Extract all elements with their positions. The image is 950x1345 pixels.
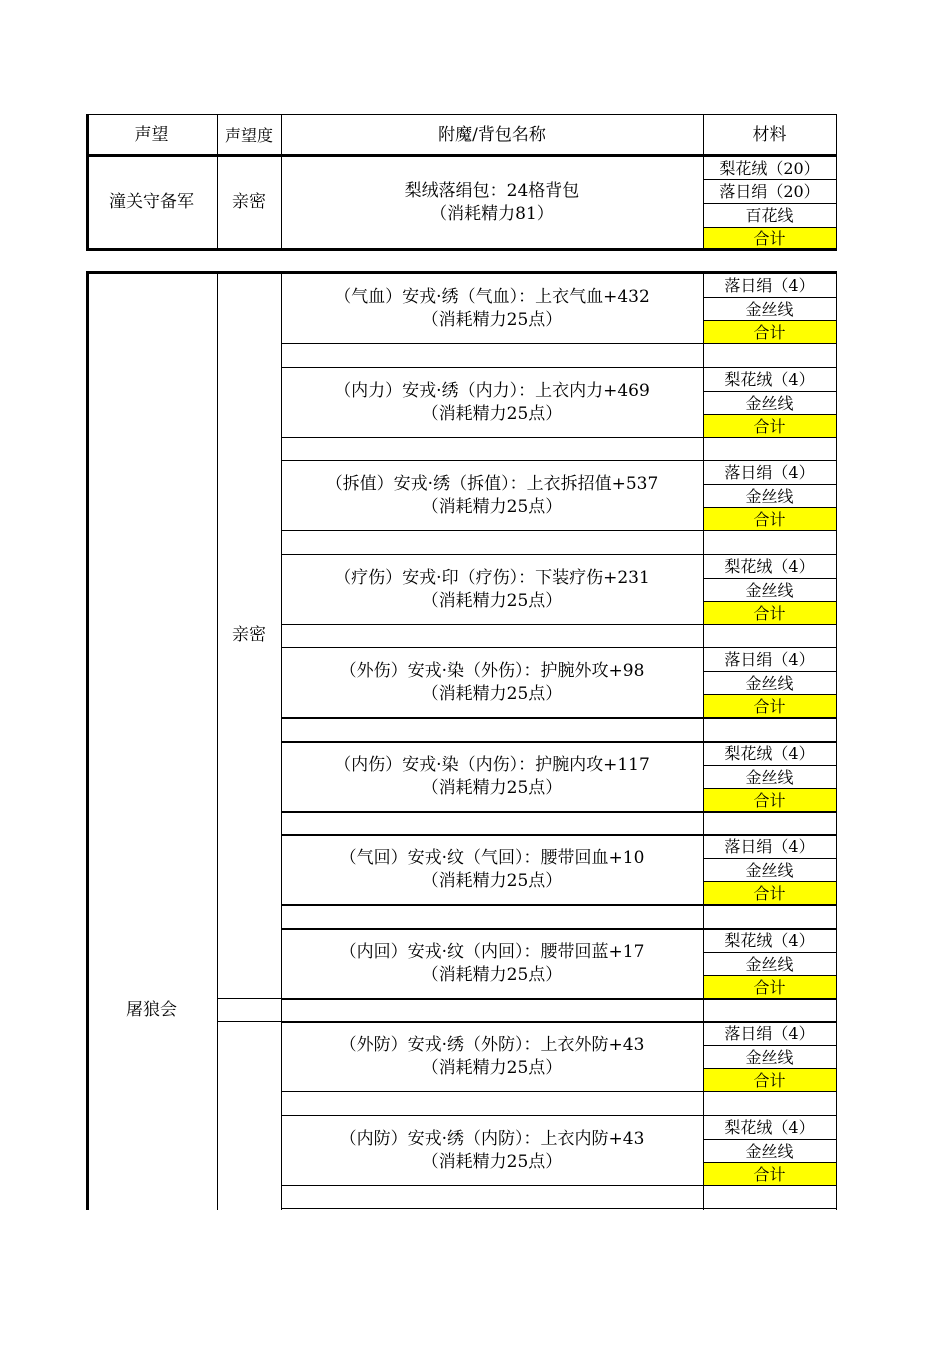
enchant-item-line1: （疗伤）安戎·印（疗伤）：下装疗伤+231: [334, 567, 650, 588]
enchant-item-line2: （消耗精力25点）: [421, 309, 563, 330]
total-label: 合计: [753, 509, 786, 529]
material-item: 百花线: [745, 206, 794, 225]
material-item: 落日绢（4）: [724, 276, 815, 295]
material-item: 梨花绒（4）: [724, 744, 815, 763]
grid-line: [217, 271, 218, 1210]
material-item: 梨花绒（4）: [724, 370, 815, 389]
enchant-item-line1: （外防）安戎·绣（外防）：上衣外防+43: [339, 1034, 645, 1055]
enchant-item: [281, 368, 703, 437]
enchant-item-line2: （消耗精力25点）: [421, 496, 563, 517]
enchant-item: [281, 555, 703, 624]
material-item: 梨花绒（4）: [724, 1118, 815, 1137]
reputation-level: 亲密: [232, 192, 266, 212]
material-item: 落日绢（4）: [724, 650, 815, 669]
material-item: 金丝线: [745, 673, 794, 693]
enchant-item-line2: （消耗精力25点）: [421, 403, 563, 424]
grid-line: [836, 114, 837, 251]
total-label: 合计: [753, 696, 786, 716]
enchant-item-line1: （内伤）安戎·染（内伤）：护腕内攻+117: [334, 754, 650, 775]
material-item: 梨花绒（4）: [724, 931, 815, 950]
item-name-line2: （消耗精力81）: [430, 203, 554, 224]
material-item: 金丝线: [745, 299, 794, 319]
material-item: 梨花绒（4）: [724, 557, 815, 576]
enchant-item: [281, 1116, 703, 1185]
total-label: 合计: [753, 416, 786, 436]
enchant-item-line2: （消耗精力25点）: [421, 1057, 563, 1078]
grid-line: [217, 1021, 281, 1022]
material-item: 金丝线: [745, 954, 794, 974]
material-item: 金丝线: [745, 1141, 794, 1161]
enchant-item-line1: （内回）安戎·纹（内回）：腰带回蓝+17: [339, 941, 645, 962]
enchant-item-line2: （消耗精力25点）: [421, 590, 563, 611]
material-item: 金丝线: [745, 767, 794, 787]
grid-line: [217, 998, 281, 999]
material-item: 梨花绒（20）: [719, 158, 820, 178]
enchant-item: [281, 274, 703, 343]
header-material: 材料: [752, 124, 787, 145]
reputation-name: 潼关守备军: [109, 192, 194, 212]
material-item: 金丝线: [745, 393, 794, 413]
material-item: 落日绢（20）: [719, 182, 820, 201]
enchant-item-line1: （外伤）安戎·染（外伤）：护腕外攻+98: [339, 660, 645, 681]
total-label: 合计: [753, 790, 786, 810]
total-label: 合计: [753, 229, 786, 248]
material-item: 金丝线: [745, 486, 794, 506]
total-label: 合计: [753, 977, 786, 997]
enchant-item-line1: （内防）安戎·绣（内防）：上衣内防+43: [339, 1128, 645, 1149]
item-name-line1: 梨绒落绢包：24格背包: [404, 180, 580, 201]
total-label: 合计: [753, 603, 786, 623]
enchant-item: [281, 461, 703, 530]
total-label: 合计: [753, 322, 786, 342]
grid-line: [836, 271, 837, 1210]
material-item: 落日绢（4）: [724, 463, 815, 482]
material-item: 金丝线: [745, 860, 794, 880]
total-label: 合计: [753, 883, 786, 903]
enchant-item: [281, 929, 703, 998]
enchant-item-line2: （消耗精力25点）: [421, 1151, 563, 1172]
enchant-item-line1: （内力）安戎·绣（内力）：上衣内力+469: [334, 380, 650, 401]
total-label: 合计: [753, 1070, 786, 1090]
enchant-item-line1: （气回）安戎·纹（气回）：腰带回血+10: [339, 847, 645, 868]
material-item: 金丝线: [745, 1047, 794, 1067]
material-item: 落日绢（4）: [724, 837, 815, 856]
header-level: 声望度: [224, 125, 273, 145]
section-left-border: [86, 271, 89, 1210]
enchant-item-line2: （消耗精力25点）: [421, 870, 563, 891]
enchant-item: [281, 835, 703, 904]
reputation-level: 亲密: [232, 624, 266, 645]
reputation-name: 屠狼会: [126, 999, 177, 1020]
enchant-item: [281, 648, 703, 717]
enchant-item-line2: （消耗精力25点）: [421, 777, 563, 798]
header-item: 附魔/背包名称: [438, 124, 546, 145]
material-item: 金丝线: [745, 580, 794, 600]
grid-line: [86, 114, 837, 115]
material-item: 落日绢（4）: [724, 1024, 815, 1043]
enchant-item: [281, 1022, 703, 1091]
enchant-item-line2: （消耗精力25点）: [421, 964, 563, 985]
enchant-item: [281, 742, 703, 811]
enchant-item-line1: （拆值）安戎·绣（拆值）：上衣拆招值+537: [325, 473, 659, 494]
grid-line: [281, 1208, 836, 1209]
total-label: 合计: [753, 1164, 786, 1184]
header-reputation: 声望: [134, 124, 169, 145]
item-name: [281, 157, 703, 248]
enchant-item-line1: （气血）安戎·绣（气血）：上衣气血+432: [334, 286, 650, 307]
enchant-item-line2: （消耗精力25点）: [421, 683, 563, 704]
